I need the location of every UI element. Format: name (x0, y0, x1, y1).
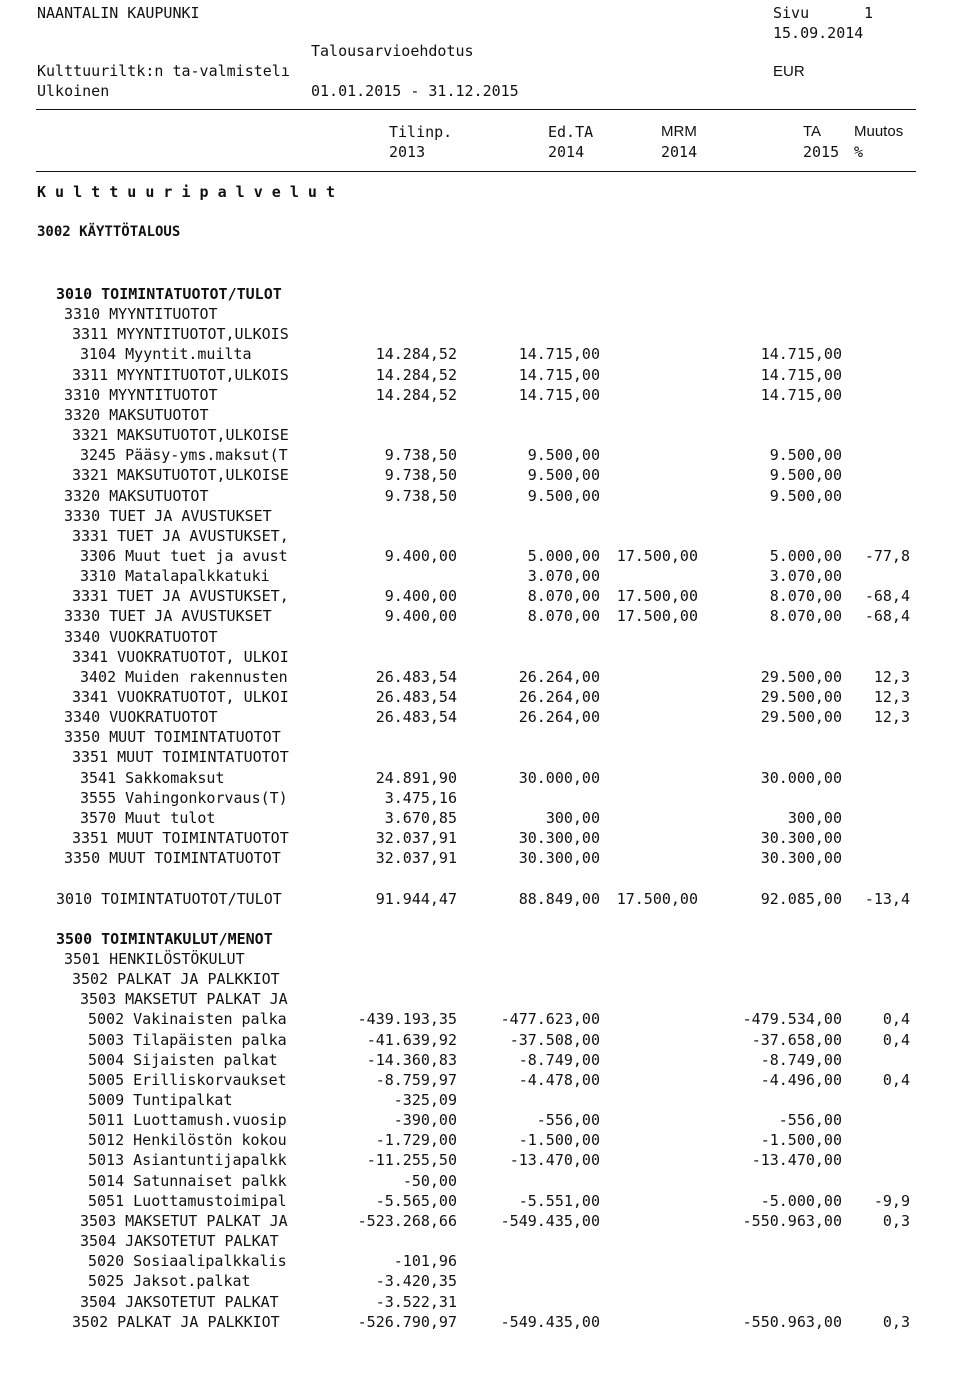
col-tilinp-year: 2013 (389, 143, 426, 161)
row-label: 5011 Luottamush.vuosip (88, 1111, 287, 1130)
table-row (0, 1110, 960, 1130)
cell-tilinp: -8.759,97 (375, 1070, 457, 1089)
table-row (0, 486, 960, 506)
row-label: 3340 VUOKRATUOTOT (64, 627, 218, 646)
table-row (0, 566, 960, 586)
committee-name: Kulttuuriltk:n ta-valmistelı (37, 62, 290, 80)
cell-tilinp: 14.284,52 (375, 365, 457, 384)
report-date: 15.09.2014 (773, 24, 864, 42)
row-label: 5005 Erilliskorvaukset (88, 1070, 287, 1089)
cell-edta: -13.470,00 (509, 1151, 600, 1170)
col-mrm-year: 2014 (661, 143, 698, 161)
row-label: 3340 VUOKRATUOTOT (64, 708, 218, 727)
row-label: 3351 MUUT TOIMINTATUOTOT (72, 829, 289, 848)
cell-edta: 8.070,00 (527, 587, 600, 606)
row-label: 3503 MAKSETUT PALKAT JA (80, 1211, 288, 1230)
col-tilinp: Tilinp. (389, 123, 453, 141)
cell-edta: -8.749,00 (518, 1050, 600, 1069)
cell-ta: -13.470,00 (751, 1151, 842, 1170)
cell-muutos: -68,4 (864, 607, 910, 626)
cell-ta: 14.715,00 (760, 385, 842, 404)
table-row (0, 1070, 960, 1090)
cell-muutos: -68,4 (864, 587, 910, 606)
cell-ta: 30.300,00 (760, 849, 842, 868)
row-label: 3330 TUET JA AVUSTUKSET (64, 506, 272, 525)
row-label: 5051 Luottamustoimipal (88, 1191, 287, 1210)
table-row (0, 445, 960, 465)
table-row (0, 929, 960, 949)
col-mrm: MRM (661, 123, 697, 140)
row-label: 5025 Jaksot.palkat (88, 1272, 251, 1291)
row-label: 3402 Muiden rakennusten (80, 667, 288, 686)
cell-edta: 30.300,00 (518, 829, 600, 848)
cell-mrm: 17.500,00 (616, 607, 698, 626)
row-label: 5004 Sijaisten palkat (88, 1050, 278, 1069)
cell-edta: 14.715,00 (518, 365, 600, 384)
cell-tilinp: 14.284,52 (375, 385, 457, 404)
cell-edta: 26.264,00 (518, 688, 600, 706)
table-row (0, 526, 960, 546)
cell-edta: -37.508,00 (509, 1030, 600, 1049)
cell-edta: 5.000,00 (527, 546, 600, 565)
row-label: 3321 MAKSUTUOTOT,ULKOISE (72, 466, 289, 485)
cell-tilinp: -3.522,31 (375, 1292, 457, 1311)
cell-ta: 14.715,00 (760, 365, 842, 384)
cell-tilinp: -325,09 (393, 1091, 457, 1109)
cell-ta: -4.496,00 (760, 1070, 842, 1089)
cell-tilinp: 3.670,85 (384, 808, 457, 827)
row-label: 3555 Vahingonkorvaus(T) (80, 788, 288, 807)
table-row (0, 687, 960, 707)
cell-ta: -556,00 (778, 1111, 842, 1130)
cell-mrm: 17.500,00 (616, 889, 698, 908)
header-divider (36, 109, 916, 110)
table-row (0, 889, 960, 909)
table-row (0, 304, 960, 324)
col-muutos-unit: % (854, 143, 864, 161)
cell-tilinp: 9.738,50 (384, 486, 457, 505)
table-row (0, 1271, 960, 1291)
cell-muutos: -9,9 (873, 1191, 910, 1210)
cell-tilinp: -50,00 (402, 1171, 457, 1190)
cell-edta: -4.478,00 (518, 1070, 600, 1089)
cell-muutos: 0,4 (882, 1010, 910, 1029)
document-title: Talousarvioehdotus (311, 42, 474, 60)
cell-edta: -549.435,00 (500, 1211, 600, 1230)
cell-muutos: 0,4 (882, 1030, 910, 1049)
row-label: 5014 Satunnaiset palkk (88, 1171, 287, 1190)
table-row (0, 1251, 960, 1271)
cell-tilinp: 32.037,91 (375, 849, 457, 868)
cell-tilinp: 14.284,52 (375, 345, 457, 364)
cell-ta: 92.085,00 (760, 889, 842, 908)
table-row (0, 1130, 960, 1150)
table-row (0, 707, 960, 727)
column-header-divider (36, 171, 916, 172)
cell-tilinp: -526.790,97 (357, 1312, 457, 1331)
budget-period: 01.01.2015 - 31.12.2015 (311, 82, 519, 100)
subsection-title: 3002 KÄYTTÖTALOUS (37, 224, 181, 240)
cell-ta: 14.715,00 (760, 345, 842, 364)
table-row (0, 365, 960, 385)
cell-muutos: 12,3 (873, 688, 910, 706)
table-row (0, 1312, 960, 1332)
table-row (0, 284, 960, 304)
row-label: 3245 Pääsy-yms.maksut(T (80, 446, 288, 465)
cell-ta: -550.963,00 (742, 1312, 842, 1331)
row-label: 3500 TOIMINTAKULUT/MENOT (56, 929, 273, 948)
table-row (0, 385, 960, 405)
cell-edta: 9.500,00 (527, 446, 600, 465)
table-row (0, 828, 960, 848)
row-label: 3341 VUOKRATUOTOT, ULKOI (72, 688, 289, 706)
row-label: 3331 TUET JA AVUSTUKSET, (72, 526, 289, 545)
table-row (0, 1171, 960, 1191)
cell-edta: 8.070,00 (527, 607, 600, 626)
table-row (0, 465, 960, 485)
cell-edta: 9.500,00 (527, 466, 600, 485)
table-row (0, 808, 960, 828)
cell-ta: -550.963,00 (742, 1211, 842, 1230)
cell-ta: 29.500,00 (760, 708, 842, 727)
row-label: 3310 MYYNTITUOTOT (64, 305, 218, 324)
row-label: 3010 TOIMINTATUOTOT/TULOT (56, 285, 282, 303)
col-ta: TA (803, 123, 822, 140)
cell-edta: 30.300,00 (518, 849, 600, 868)
cell-tilinp: 26.483,54 (375, 667, 457, 686)
cell-muutos: 12,3 (873, 708, 910, 727)
table-row (0, 324, 960, 344)
table-row (0, 969, 960, 989)
row-label: 3310 Matalapalkkatuki (80, 567, 270, 586)
cell-ta: -8.749,00 (760, 1050, 842, 1069)
currency: EUR (773, 63, 805, 80)
cell-tilinp: 9.400,00 (384, 607, 457, 626)
page-number: 1 (864, 4, 874, 22)
cell-tilinp: 9.738,50 (384, 446, 457, 465)
table-row (0, 606, 960, 626)
table-row (0, 848, 960, 868)
table-row (0, 506, 960, 526)
table-row (0, 586, 960, 606)
cell-edta: -477.623,00 (500, 1010, 600, 1029)
cell-edta: -1.500,00 (518, 1131, 600, 1150)
cell-edta: 30.000,00 (518, 768, 600, 787)
cell-tilinp: -14.360,83 (366, 1050, 457, 1069)
cell-tilinp: 91.944,47 (375, 889, 457, 908)
cell-ta: -1.500,00 (760, 1131, 842, 1150)
cell-tilinp: 9.400,00 (384, 587, 457, 606)
table-row (0, 1191, 960, 1211)
row-label: 3306 Muut tuet ja avust (80, 546, 288, 565)
table-row (0, 788, 960, 808)
row-label: 5012 Henkilöstön kokou (88, 1131, 287, 1150)
cell-tilinp: 24.891,90 (375, 768, 457, 787)
cell-ta: -5.000,00 (760, 1191, 842, 1210)
row-label: 3321 MAKSUTUOTOT,ULKOISE (72, 426, 289, 445)
cell-tilinp: 32.037,91 (375, 829, 457, 848)
table-row (0, 727, 960, 747)
cell-tilinp: -101,96 (393, 1252, 457, 1271)
row-label: 3331 TUET JA AVUSTUKSET, (72, 587, 289, 606)
col-edta: Ed.TA (548, 123, 594, 141)
table-row (0, 667, 960, 687)
cell-mrm: 17.500,00 (616, 546, 698, 565)
table-row (0, 1050, 960, 1070)
table-row (0, 344, 960, 364)
col-ta-year: 2015 (803, 143, 840, 161)
cell-ta: 29.500,00 (760, 667, 842, 686)
cell-muutos: 12,3 (873, 667, 910, 686)
section-title: K u l t t u u r i p a l v e l u t (37, 183, 336, 201)
cell-muutos: 0,3 (882, 1211, 910, 1230)
cell-edta: 88.849,00 (518, 889, 600, 908)
table-row (0, 1292, 960, 1312)
cell-ta: -479.534,00 (742, 1010, 842, 1029)
col-edta-year: 2014 (548, 143, 585, 161)
table-row (0, 909, 960, 929)
cell-muutos: 0,3 (882, 1312, 910, 1331)
row-label: 3341 VUOKRATUOTOT, ULKOI (72, 647, 289, 666)
cell-tilinp: 9.400,00 (384, 546, 457, 565)
row-label: 3570 Muut tulot (80, 808, 216, 827)
org-name: NAANTALIN KAUPUNKI (37, 4, 200, 22)
row-label: 3104 Myyntit.muilta (80, 345, 252, 364)
cell-mrm: 17.500,00 (616, 587, 698, 606)
cell-ta: 300,00 (787, 808, 842, 827)
table-row (0, 405, 960, 425)
cell-tilinp: 26.483,54 (375, 708, 457, 727)
cell-edta: 26.264,00 (518, 667, 600, 686)
table-row (0, 949, 960, 969)
cell-tilinp: -3.420,35 (375, 1272, 457, 1291)
table-row (0, 1009, 960, 1029)
table-row (0, 1090, 960, 1110)
row-label: 3350 MUUT TOIMINTATUOTOT (64, 728, 281, 747)
cell-tilinp: -1.729,00 (375, 1131, 457, 1150)
row-label: 3311 MYYNTITUOTOT,ULKOIS (72, 325, 289, 344)
row-label: 5003 Tilapäisten palka (88, 1030, 287, 1049)
cell-edta: 300,00 (545, 808, 600, 827)
row-label: 3503 MAKSETUT PALKAT JA (80, 990, 288, 1009)
row-label: 3502 PALKAT JA PALKKIOT (72, 970, 280, 989)
cell-ta: -37.658,00 (751, 1030, 842, 1049)
cell-tilinp: -523.268,66 (357, 1211, 457, 1230)
cell-tilinp: -11.255,50 (366, 1151, 457, 1170)
cell-tilinp: -439.193,35 (357, 1010, 457, 1029)
scope: Ulkoinen (37, 82, 110, 100)
cell-tilinp: 9.738,50 (384, 466, 457, 485)
cell-edta: -556,00 (536, 1111, 600, 1130)
cell-muutos: -13,4 (864, 889, 910, 908)
table-row (0, 1150, 960, 1170)
row-label: 3330 TUET JA AVUSTUKSET (64, 607, 272, 626)
cell-ta: 8.070,00 (769, 607, 842, 626)
row-label: 3311 MYYNTITUOTOT,ULKOIS (72, 365, 289, 384)
cell-edta: 14.715,00 (518, 385, 600, 404)
cell-ta: 9.500,00 (769, 466, 842, 485)
table-row (0, 768, 960, 788)
table-row (0, 1211, 960, 1231)
table-row (0, 1030, 960, 1050)
row-label: 5009 Tuntipalkat (88, 1091, 233, 1109)
row-label: 3541 Sakkomaksut (80, 768, 225, 787)
row-label: 3310 MYYNTITUOTOT (64, 385, 218, 404)
table-row (0, 989, 960, 1009)
cell-edta: 26.264,00 (518, 708, 600, 727)
table-row (0, 425, 960, 445)
row-label: 3351 MUUT TOIMINTATUOTOT (72, 748, 289, 767)
cell-tilinp: -5.565,00 (375, 1191, 457, 1210)
col-muutos: Muutos (854, 123, 904, 140)
cell-tilinp: 3.475,16 (384, 788, 457, 807)
row-label: 3350 MUUT TOIMINTATUOTOT (64, 849, 281, 868)
cell-tilinp: -41.639,92 (366, 1030, 457, 1049)
page-label: Sivu (773, 4, 810, 22)
cell-ta: 30.000,00 (760, 768, 842, 787)
row-label: 3320 MAKSUTUOTOT (64, 486, 209, 505)
cell-edta: -549.435,00 (500, 1312, 600, 1331)
table-row (0, 627, 960, 647)
cell-ta: 5.000,00 (769, 546, 842, 565)
cell-muutos: 0,4 (882, 1070, 910, 1089)
table-row (0, 747, 960, 767)
table-row (0, 868, 960, 888)
cell-muutos: -77,8 (864, 546, 910, 565)
cell-edta: 3.070,00 (527, 567, 600, 586)
cell-ta: 29.500,00 (760, 688, 842, 706)
cell-ta: 3.070,00 (769, 567, 842, 586)
cell-edta: 14.715,00 (518, 345, 600, 364)
cell-edta: -5.551,00 (518, 1191, 600, 1210)
cell-ta: 8.070,00 (769, 587, 842, 606)
table-row (0, 647, 960, 667)
row-label: 5020 Sosiaalipalkkalis (88, 1252, 287, 1271)
cell-ta: 9.500,00 (769, 446, 842, 465)
row-label: 3502 PALKAT JA PALKKIOT (72, 1312, 280, 1331)
row-label: 5013 Asiantuntijapalkk (88, 1151, 287, 1170)
row-label: 3501 HENKILÖSTÖKULUT (64, 949, 245, 968)
cell-tilinp: -390,00 (393, 1111, 457, 1130)
table-row (0, 1231, 960, 1251)
row-label: 3504 JAKSOTETUT PALKAT (80, 1292, 279, 1311)
row-label: 3504 JAKSOTETUT PALKAT (80, 1232, 279, 1251)
row-label: 3320 MAKSUTUOTOT (64, 405, 209, 424)
cell-edta: 9.500,00 (527, 486, 600, 505)
cell-ta: 9.500,00 (769, 486, 842, 505)
row-label: 5002 Vakinaisten palka (88, 1010, 287, 1029)
row-label: 3010 TOIMINTATUOTOT/TULOT (56, 889, 282, 908)
cell-ta: 30.300,00 (760, 829, 842, 848)
table-row (0, 546, 960, 566)
cell-tilinp: 26.483,54 (375, 688, 457, 706)
